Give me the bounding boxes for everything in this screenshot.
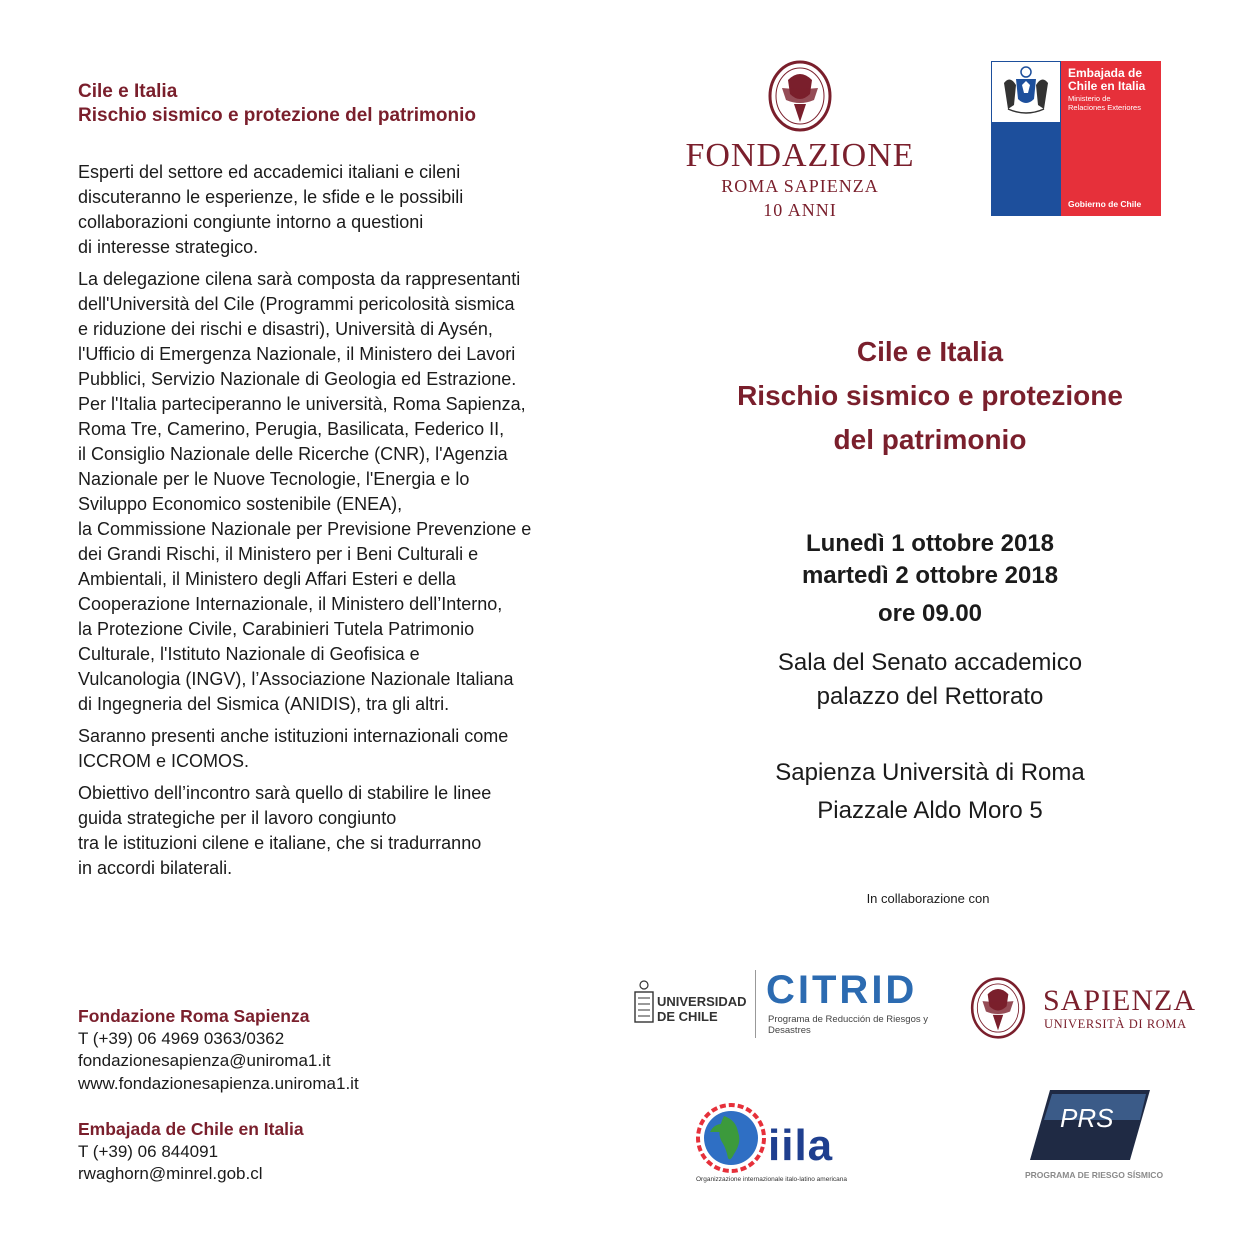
embajada-footer: Gobierno de Chile [1068,199,1142,209]
event-title-line2: Rischio sismico e protezione [737,380,1123,411]
intro-line: La delegazione cilena sarà composta da rappresentanti [78,269,521,289]
event-time: ore 09.00 [877,600,983,627]
intro-paragraph [78,781,598,881]
intro-line: Per l'Italia parteciperanno le università, Roma Sapienza, [78,394,526,414]
event-date-1: Lunedì 1 ottobre 2018 [805,530,1055,557]
sapienza-wordmark: SAPIENZA [1043,984,1197,1017]
intro-line: guida strategiche per il lavoro congiunto [78,808,397,828]
left-heading-line1: Cile e Italia [78,81,178,102]
universidad-de-chile-crest-icon [633,980,655,1026]
contact-fondazione [78,1005,359,1095]
iila-subtitle: Organizzazione internazionale italo-latino americana [696,1176,848,1183]
intro-line: Saranno presenti anche istituzioni internazionali come [78,726,509,746]
intro-line: l'Ufficio di Emergenza Nazionale, il Ministero dei Lavori [78,344,516,364]
intro-line: in accordi bilaterali. [78,858,233,878]
prs-logo [1022,1090,1164,1185]
contact-name: Fondazione Roma Sapienza [78,1006,310,1026]
intro-line: Ambientali, il Ministero degli Affari Esteri e della [78,569,456,589]
address-line2: Piazzale Aldo Moro 5 [817,797,1043,824]
intro-line: Esperti del settore ed accademici italiani e cileni [78,162,461,182]
event-title-line3: del patrimonio [833,424,1027,455]
intro-line: di interesse strategico. [78,237,259,257]
intro-line: dell'Università del Cile (Programmi pericolosità sismica [78,294,515,314]
citrid-wordmark: CITRID [766,968,918,1012]
contact-name: Embajada de Chile en Italia [78,1119,304,1139]
fondazione-subtitle: ROMA SAPIENZA [721,176,879,196]
intro-line: tra le istituzioni cilene e italiane, che si tradurranno [78,833,482,853]
fondazione-logo [670,60,930,225]
contact-email[interactable]: rwaghorn@minrel.gob.cl [78,1164,263,1183]
intro-paragraph [78,267,598,717]
left-heading [78,80,476,128]
sapienza-seal-icon [768,60,832,132]
venue-line2: palazzo del Rettorato [816,683,1044,710]
intro-paragraph [78,724,598,774]
contact-website[interactable]: www.fondazionesapienza.uniroma1.it [78,1073,359,1093]
intro-line: Roma Tre, Camerino, Perugia, Basilicata, Federico II, [78,419,505,439]
intro-line: Vulcanologia (INGV), l’Associazione Nazionale Italiana [78,669,514,689]
intro-line: Cooperazione Internazionale, il Ministero dell’Interno, [78,594,503,614]
universidad-de-chile-citrid-logo [633,968,933,1040]
contact-phone: T (+39) 06 4969 0363/0362 [78,1028,285,1048]
intro-line: il Consiglio Nazionale delle Ricerche (CNR), l'Agenzia [78,444,508,464]
venue-line1: Sala del Senato accademico [777,649,1083,676]
universidad-de-chile-text: UNIVERSIDAD DE CHILE [657,994,747,1024]
embajada-title: Embajada de Chile en Italia [1068,66,1146,93]
intro-line: di Ingegneria del Sismica (ANIDIS), tra gli altri. [78,694,450,714]
intro-text [78,160,598,888]
intro-line: collaborazioni congiunte intorno a questioni [78,212,424,232]
event-title [690,330,1170,462]
left-heading-line2: Rischio sismico e protezione del patrimonio [78,105,477,126]
citrid-subtitle: Programa de Reducción de Riesgos y Desastres [768,1014,929,1036]
prs-subtitle: PROGRAMA DE RIESGO SÍSMICO [1025,1170,1164,1180]
event-venue [690,646,1170,714]
embajada-logo [991,61,1161,216]
intro-line: la Commissione Nazionale per Previsione Prevenzione e [78,519,532,539]
intro-line: e riduzione dei rischi e disastri), Università di Aysén, [78,319,493,339]
intro-line: Obiettivo dell’incontro sarà quello di stabilire le linee [78,783,492,803]
intro-line: Pubblici, Servizio Nazionale di Geologia ed Estrazione. [78,369,517,389]
contact-phone: T (+39) 06 844091 [78,1141,219,1161]
intro-paragraph [78,160,598,260]
intro-line: dei Grandi Rischi, il Ministero per i Beni Culturali e [78,544,479,564]
event-dates [690,528,1170,630]
chile-coat-of-arms-icon [1000,65,1052,115]
event-title-line1: Cile e Italia [856,336,1004,367]
contact-embajada [78,1118,304,1186]
fondazione-anniversary: 10 ANNI [763,200,837,220]
sapienza-subtitle: UNIVERSITÀ DI ROMA [1044,1017,1187,1031]
event-address [690,754,1170,830]
embajada-ministry: Ministerio de Relaciones Exteriores [1068,94,1141,112]
sapienza-logo [970,977,1197,1039]
intro-line: discuteranno le esperienze, le sfide e le possibili [78,187,464,207]
collaboration-label: In collaborazione con [866,891,990,906]
intro-line: Nazionale per le Nuove Tecnologie, l'Energia e lo [78,469,470,489]
intro-line: la Protezione Civile, Carabinieri Tutela Patrimonio [78,619,475,639]
intro-line: Sviluppo Economico sostenibile (ENEA), [78,494,403,514]
fondazione-wordmark: FONDAZIONE [685,137,915,174]
iila-logo [696,1102,868,1188]
intro-line: ICCROM e ICOMOS. [78,751,250,771]
globe-icon [696,1102,766,1174]
iila-wordmark: iila [768,1121,834,1170]
prs-wordmark: PRS [1060,1103,1114,1133]
sapienza-seal-icon [970,977,1026,1039]
intro-line: Culturale, l'Istituto Nazionale di Geofisica e [78,644,420,664]
address-line1: Sapienza Università di Roma [775,759,1085,786]
event-date-2: martedì 2 ottobre 2018 [801,562,1059,589]
contact-email[interactable]: fondazionesapienza@uniroma1.it [78,1051,331,1070]
